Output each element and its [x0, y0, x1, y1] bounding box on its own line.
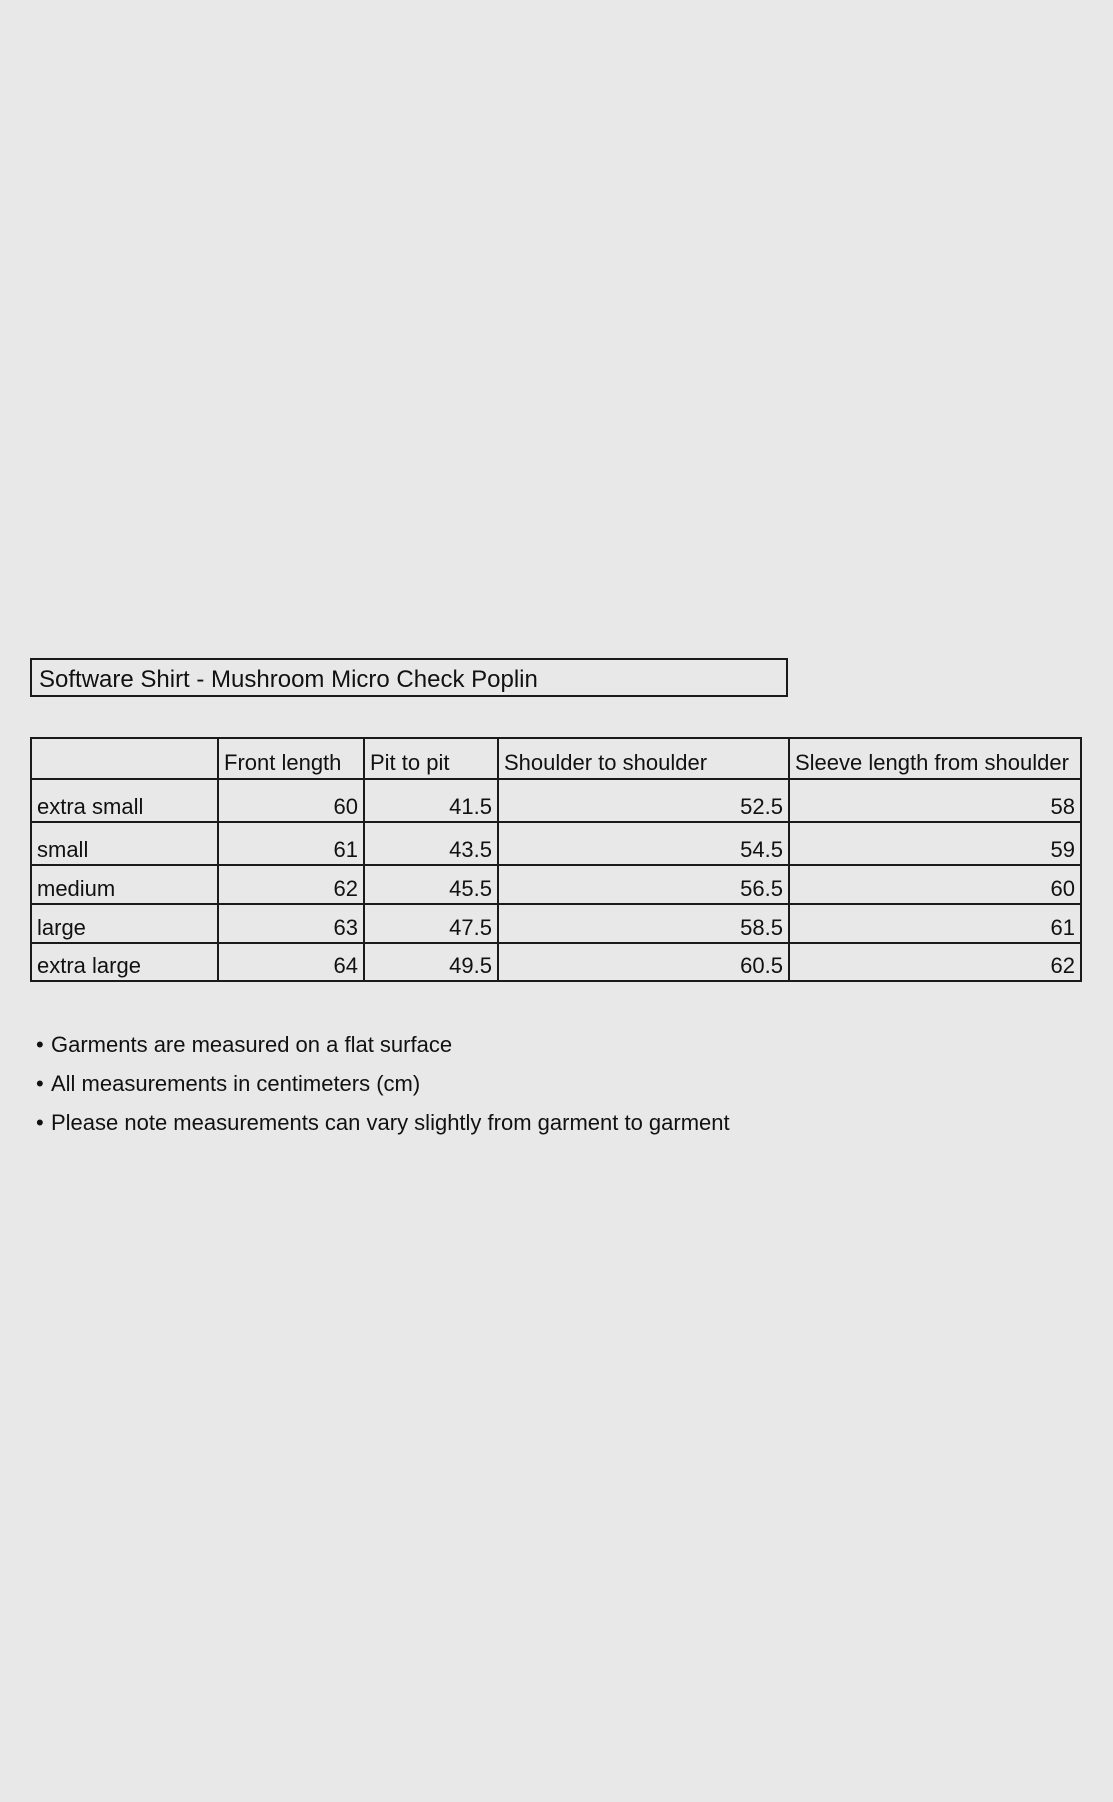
table-cell: 60	[218, 779, 364, 822]
table-row	[31, 779, 1081, 822]
column-header-front-length: Front length	[218, 738, 364, 779]
table-cell: 63	[218, 904, 364, 943]
table-cell: 59	[789, 822, 1081, 865]
table-cell: 54.5	[498, 822, 789, 865]
list-item	[36, 1025, 730, 1064]
column-header-pit-to-pit: Pit to pit	[364, 738, 498, 779]
size-label: small	[31, 822, 218, 865]
column-header-sleeve-length: Sleeve length from shoulder	[789, 738, 1081, 779]
measurement-notes	[36, 1025, 730, 1142]
table-cell: 58	[789, 779, 1081, 822]
table-cell: 58.5	[498, 904, 789, 943]
table-header-row	[31, 738, 1081, 779]
bullet-icon: •	[36, 1032, 44, 1057]
table-cell: 62	[218, 865, 364, 904]
table-cell: 45.5	[364, 865, 498, 904]
table-cell: 41.5	[364, 779, 498, 822]
table-cell: 62	[789, 943, 1081, 981]
list-item	[36, 1103, 730, 1142]
size-chart-table	[30, 737, 1082, 982]
size-label: extra large	[31, 943, 218, 981]
column-header-size	[31, 738, 218, 779]
table-row	[31, 904, 1081, 943]
bullet-icon: •	[36, 1110, 44, 1135]
table-row	[31, 943, 1081, 981]
size-label: large	[31, 904, 218, 943]
table-cell: 60.5	[498, 943, 789, 981]
size-label: extra small	[31, 779, 218, 822]
table-cell: 47.5	[364, 904, 498, 943]
size-label: medium	[31, 865, 218, 904]
table-row	[31, 865, 1081, 904]
list-item	[36, 1064, 730, 1103]
column-header-shoulder-to-shoulder: Shoulder to shoulder	[498, 738, 789, 779]
note-text: Please note measurements can vary slightly from garment to garment	[51, 1110, 730, 1135]
table-cell: 56.5	[498, 865, 789, 904]
note-text: All measurements in centimeters (cm)	[51, 1071, 421, 1096]
table-row	[31, 822, 1081, 865]
table-cell: 64	[218, 943, 364, 981]
note-text: Garments are measured on a flat surface	[51, 1032, 453, 1057]
table-cell: 61	[218, 822, 364, 865]
table-cell: 52.5	[498, 779, 789, 822]
table-cell: 43.5	[364, 822, 498, 865]
table-cell: 60	[789, 865, 1081, 904]
page-title: Software Shirt - Mushroom Micro Check Poplin	[30, 658, 788, 697]
bullet-icon: •	[36, 1071, 44, 1096]
table-cell: 61	[789, 904, 1081, 943]
table-cell: 49.5	[364, 943, 498, 981]
